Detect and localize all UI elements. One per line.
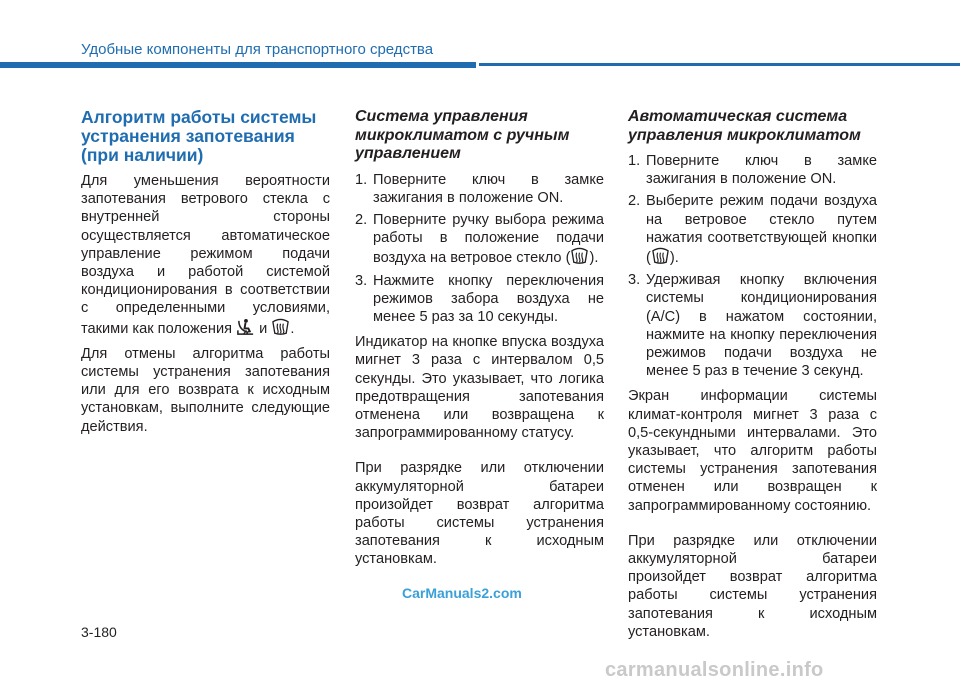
header-rule-thin <box>479 63 960 66</box>
heading-defog-logic: Алгоритм работы системы устранения запотевания (при наличии) <box>81 107 317 165</box>
list-item <box>355 211 604 268</box>
floor-defrost-mode-icon <box>236 318 255 337</box>
list-item <box>355 272 604 327</box>
section-title: Удобные компоненты для транспортного средства <box>81 41 434 58</box>
step-text: Выберите режим подачи воздуха на ветровое стекло путем нажатия соответствующей кнопки ( <box>646 193 877 267</box>
paragraph-defog-description <box>81 172 330 338</box>
step-number: 3. <box>628 272 641 289</box>
step-number: 2. <box>628 193 641 210</box>
paragraph-display: Экран информации системы климат-контроля мигнет 3 раза с 0,5-секундными интервалами. Это указывает, что алгоритм работы системы устранения запотевания отменен или возвращен к запрограммированному состоянию. <box>628 388 877 514</box>
list-item <box>628 271 877 380</box>
text-segment: Для уменьшения вероятности запотевания ветрового стекла с внутренней стороны осуществляется автоматическое управление режимом подачи воздуха и работой системой кондиционирования в соответствии с определенными условиями, такими как положения <box>81 173 330 337</box>
watermark-carmanuals2: CarManuals2.com <box>402 585 522 601</box>
step-text: Нажмите кнопку переключения режимов забора воздуха не менее 5 раз за 10 секунды. <box>373 272 604 325</box>
step-number: 2. <box>355 211 368 228</box>
header-rule-thick <box>0 62 476 68</box>
list-item <box>628 192 877 267</box>
steps-list-manual <box>355 171 604 327</box>
text-segment: . <box>290 320 295 337</box>
step-text: Удерживая кнопку включения системы кондиционирования (A/C) в нажатом состоянии, нажмите на кнопку переключения режимов подачи воздуха не менее 5 раз в течение 3 секунд. <box>646 272 877 380</box>
steps-list-auto <box>628 152 877 380</box>
step-text: Поверните ручку выбора режима работы в положение подачи воздуха на ветровое стекло ( <box>373 211 604 267</box>
windshield-defrost-icon <box>271 318 290 337</box>
paragraph-defog-reset: Для отмены алгоритма работы системы устранения запотевания или для его возврата к исходным установкам, выполните следующие действия. <box>81 345 330 435</box>
paragraph-battery: При разрядке или отключении аккумуляторной батареи произойдет возврат алгоритма работы системы устранения запотевания к исходным установкам. <box>355 460 604 568</box>
step-number: 1. <box>628 153 641 169</box>
step-text-end: ). <box>669 250 679 267</box>
heading-manual-climate: Система управления микроклиматом с ручным управлением <box>355 108 570 162</box>
windshield-defrost-icon <box>651 247 670 266</box>
step-text: Поверните ключ в замке зажигания в положение ON. <box>373 171 604 206</box>
list-item <box>628 152 877 188</box>
heading-auto-climate: Автоматическая система управления микроклиматом <box>628 108 861 144</box>
step-number: 1. <box>355 171 368 188</box>
column-auto-climate <box>628 108 877 648</box>
watermark-carmanualsonline: carmanualsonline.info <box>605 659 824 681</box>
paragraph-battery: При разрядке или отключении аккумуляторной батареи произойдет возврат алгоритма работы системы устранения запотевания к исходным установкам. <box>628 532 877 640</box>
page-number: 3-180 <box>81 624 117 640</box>
text-segment: и <box>255 320 272 337</box>
step-number: 3. <box>355 272 368 289</box>
step-text-end: ). <box>589 250 599 267</box>
paragraph-indicator: Индикатор на кнопке впуска воздуха мигнет 3 раза с интервалом 0,5 секунды. Это указывает, что логика предотвращения запотевания отменена или возвращена к запрограммированному статусу. <box>355 334 604 442</box>
column-defog-logic <box>81 108 330 443</box>
windshield-defrost-icon <box>570 247 589 266</box>
step-text: Поверните ключ в замке зажигания в положение ON. <box>646 153 877 188</box>
list-item <box>355 171 604 207</box>
column-manual-climate <box>355 108 604 576</box>
